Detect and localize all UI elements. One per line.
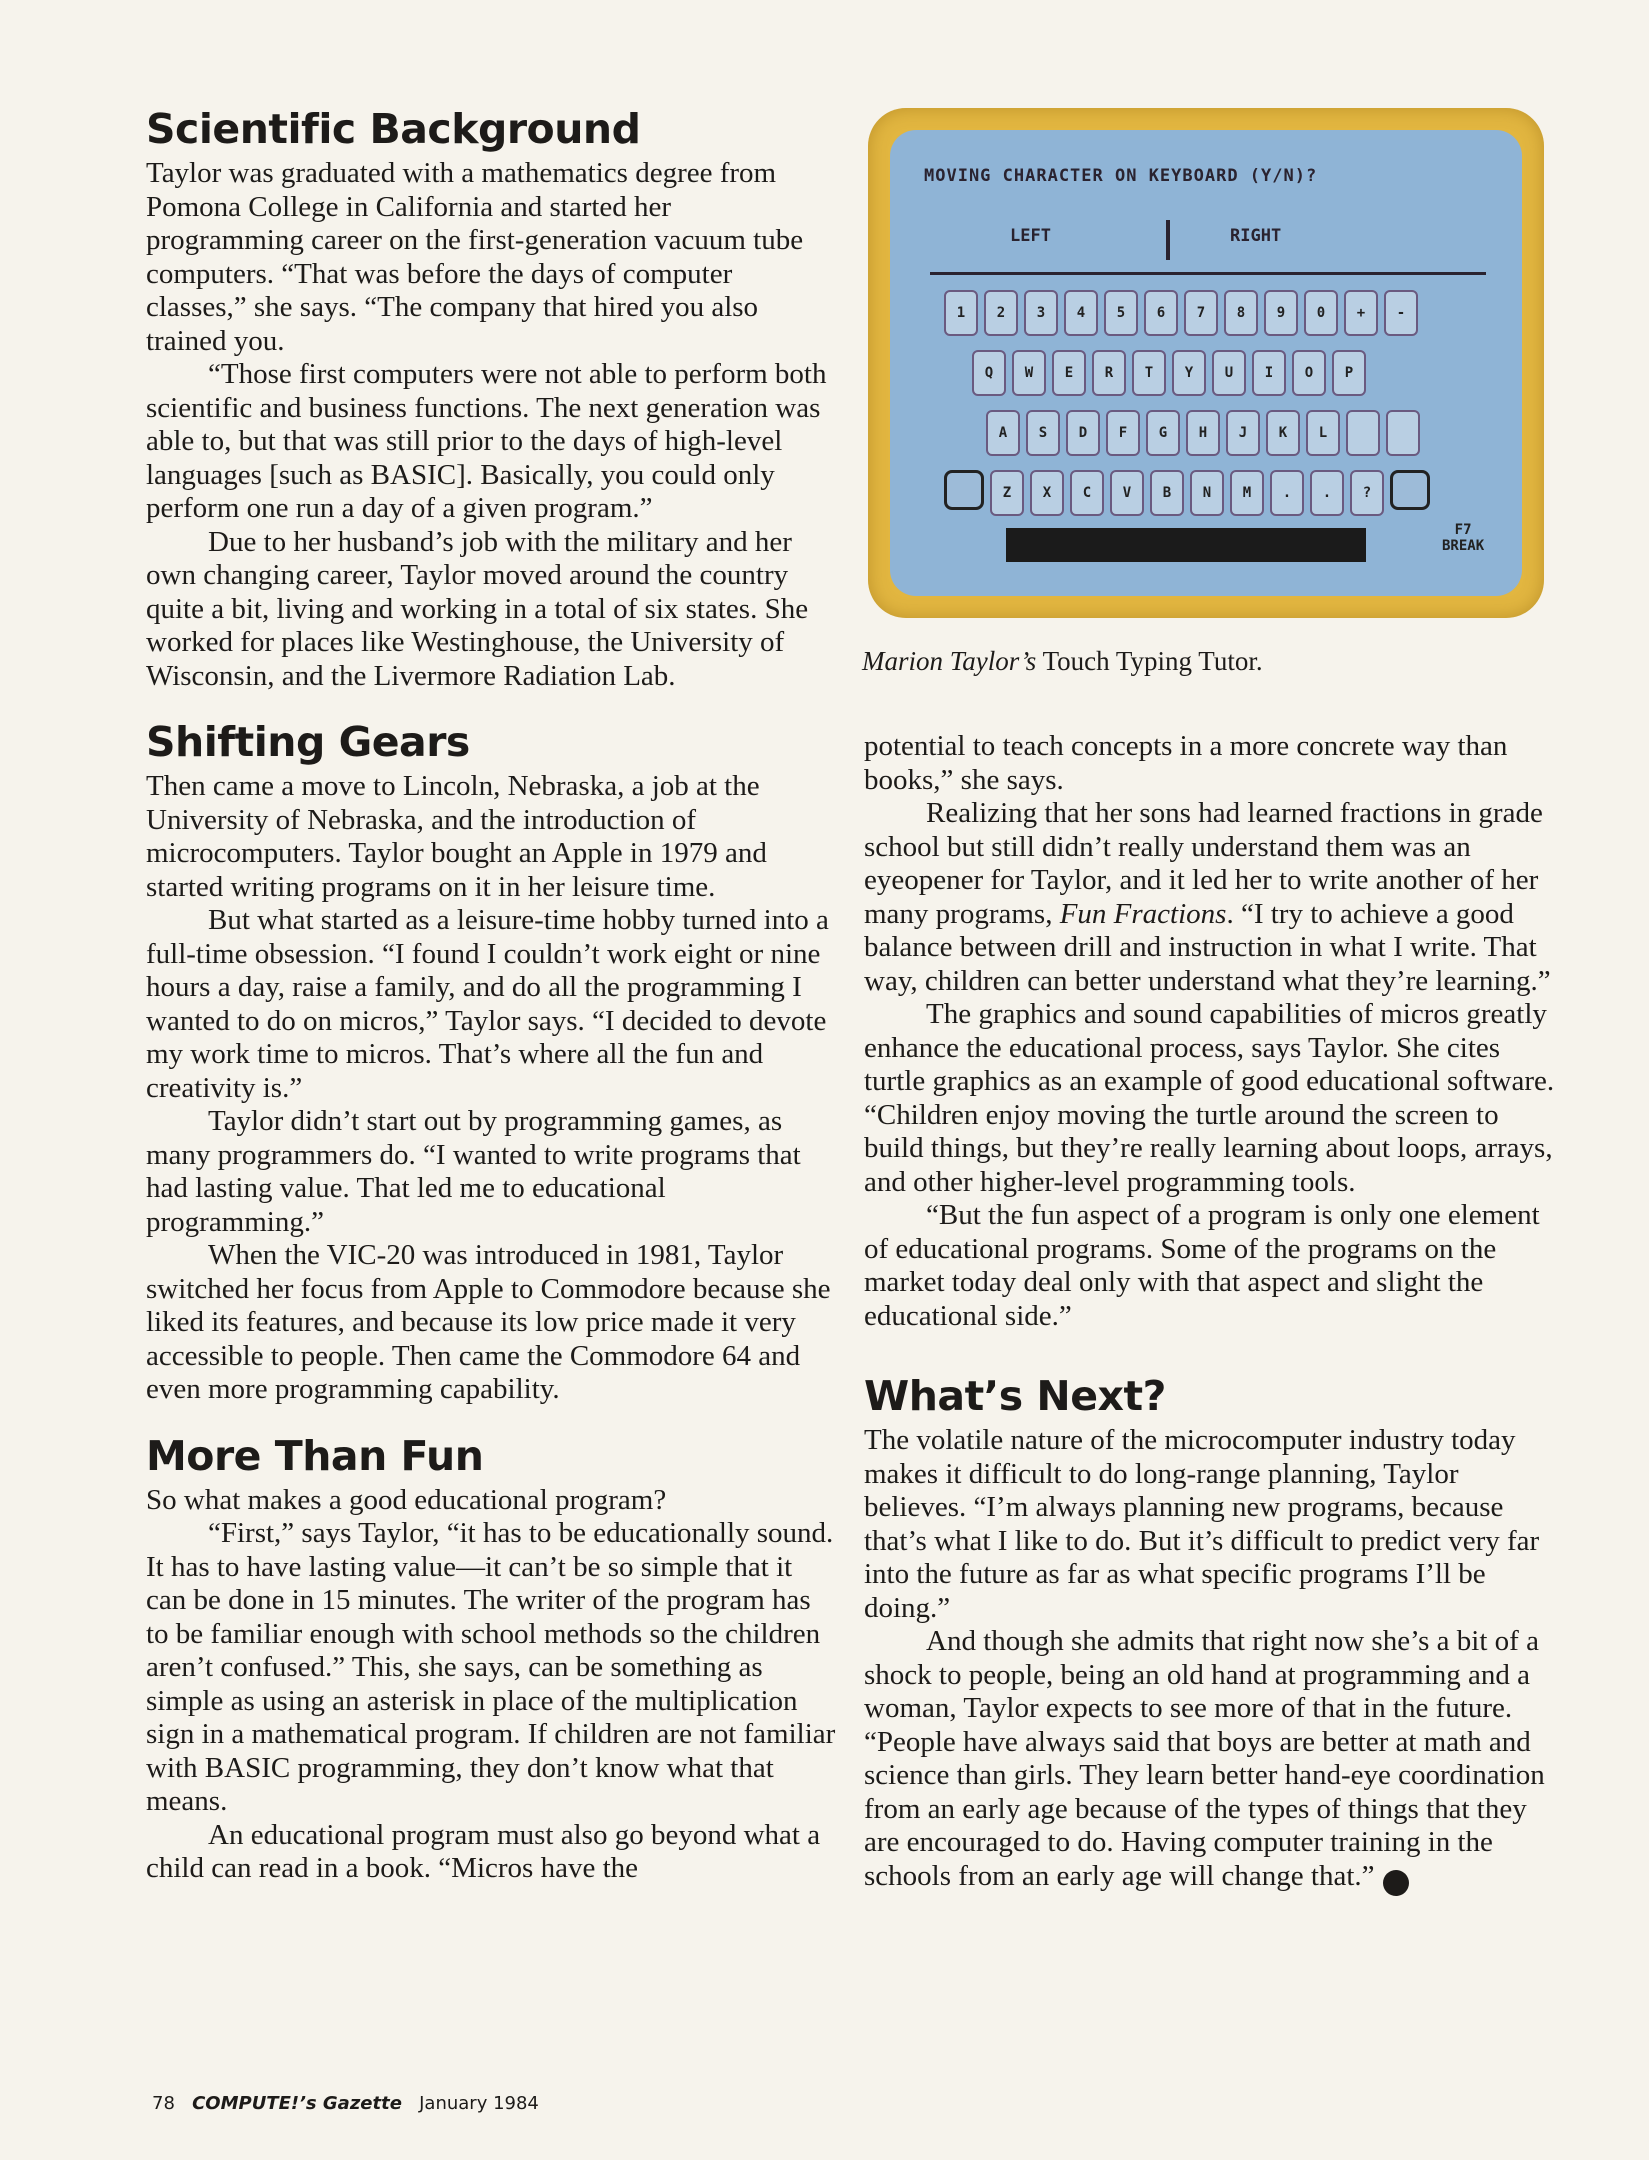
key-row-qwerty [972, 350, 1366, 396]
keyboard-key: ? [1350, 470, 1384, 516]
keyboard-key: E [1052, 350, 1086, 396]
keyboard-key: P [1332, 350, 1366, 396]
keyboard-key: N [1190, 470, 1224, 516]
keyboard-key: G [1146, 410, 1180, 456]
keyboard-key: U [1212, 350, 1246, 396]
f7-break-label [1442, 522, 1484, 554]
keyboard-key: 3 [1024, 290, 1058, 336]
paragraph: Then came a move to Lincoln, Nebraska, a job at the University of Nebraska, and the introduction of microcomputers. Taylor bought an Apple in 1979 and started writing programs on it in her leisure time. [146, 770, 767, 903]
left-column [146, 105, 836, 1886]
screen-divider [930, 272, 1486, 275]
text-span: . “I try to achieve a good balance between drill and instruction in what I write. That way, children can better understand what they’re learning.” [864, 897, 1551, 997]
caption-rest: Touch Typing Tutor. [1036, 646, 1263, 676]
keyboard-key: - [1384, 290, 1418, 336]
paragraph [864, 1625, 1564, 1896]
paragraph: “First,” says Taylor, “it has to be educationally sound. It has to have lasting value—it can’t be so simple that it can be done in 15 minutes. The writer of the program has to be familiar enough with school methods so the children aren’t confused.” This, she says, can be something as simple as using an asterisk in place of the multiplication sign in a mathematical program. If children are not familiar with BASIC programming, they don’t know what that means. [146, 1517, 836, 1818]
keyboard-key: Y [1172, 350, 1206, 396]
keyboard-key: 2 [984, 290, 1018, 336]
keyboard-key: R [1092, 350, 1126, 396]
keyboard-key: 1 [944, 290, 978, 336]
screen-title: MOVING CHARACTER ON KEYBOARD (Y/N)? [924, 166, 1318, 186]
keyboard-key: A [986, 410, 1020, 456]
keyboard-key-shift [1390, 470, 1430, 510]
paragraph: “Those first computers were not able to perform both scientific and business functions. The next generation was able to, but that was still prior to the days of high-level languages [such as BASIC]. Basically, you could only perform one run a day of a given program.” [146, 358, 827, 525]
heading-shifting-gears: Shifting Gears [146, 718, 470, 767]
paragraph: But what started as a leisure-time hobby turned into a full-time obsession. “I found I couldn’t work eight or nine hours a day, raise a family, and do all the programming I wanted to do on micros,” Taylor says. “I decided to devote my work time to micros. That’s where all the fun and creativity is.” [146, 904, 829, 1104]
keyboard-key: H [1186, 410, 1220, 456]
keyboard-key: F [1106, 410, 1140, 456]
keyboard-key [1386, 410, 1420, 456]
right-column [864, 730, 1564, 1896]
text-span: And though she admits that right now she’s a bit of a shock to people, being an old hand at programming and a woman, Taylor expects to see more of that in the future. “People have always said that boys are better at math and science than girls. They learn better hand-eye coordination from an early age because of the types of things that they are encouraged to do. Having computer training in the schools from an early age will change that.” [864, 1625, 1545, 1892]
keyboard-key: + [1344, 290, 1378, 336]
keyboard-key: 9 [1264, 290, 1298, 336]
break-label: BREAK [1442, 538, 1485, 554]
keyboard-key: 0 [1304, 290, 1338, 336]
caption-name: Marion Taylor’s [862, 646, 1037, 676]
keyboard-key: Q [972, 350, 1006, 396]
keyboard-key: W [1012, 350, 1046, 396]
page-number: 78 [152, 2093, 175, 2114]
screen-center-marker [1166, 220, 1170, 260]
keyboard-key: 5 [1104, 290, 1138, 336]
keyboard-key: 6 [1144, 290, 1178, 336]
screen-left-label: LEFT [1010, 226, 1051, 246]
keyboard-key: 7 [1184, 290, 1218, 336]
paragraph: So what makes a good educational program? [146, 1483, 667, 1516]
paragraph: When the VIC-20 was introduced in 1981, Taylor switched her focus from Apple to Commodore because she liked its features, and because its low price made it very accessible to people. Then came the Commodore 64 and even more programming capability. [146, 1239, 831, 1406]
gazette-logo-icon: G [1383, 1870, 1409, 1896]
paragraph [864, 797, 1564, 998]
paragraph: The graphics and sound capabilities of micros greatly enhance the educational process, says Taylor. She cites turtle graphics as an example of good educational software. “Children enjoy moving the turtle around the screen to build things, but they’re really learning about loops, arrays, and other higher-level programming tools. [864, 998, 1555, 1198]
keyboard-key: Z [990, 470, 1024, 516]
monitor-screen [890, 130, 1522, 596]
keyboard-key [1346, 410, 1380, 456]
issue-date: January 1984 [419, 2093, 539, 2114]
keyboard-key: O [1292, 350, 1326, 396]
program-title: Fun Fractions [1059, 897, 1227, 930]
space-bar [1006, 528, 1366, 562]
paragraph: An educational program must also go beyond what a child can read in a book. “Micros have the [146, 1818, 821, 1885]
keyboard-key: S [1026, 410, 1060, 456]
paragraph: Taylor didn’t start out by programming games, as many programmers do. “I wanted to write programs that had lasting value. That led me to educational programming.” [146, 1105, 801, 1238]
key-row-numbers [944, 290, 1418, 336]
keyboard-key: D [1066, 410, 1100, 456]
magazine-name: COMPUTE!’s Gazette [192, 2093, 402, 2114]
keyboard-key: V [1110, 470, 1144, 516]
paragraph: Due to her husband’s job with the military and her own changing career, Taylor moved around the country quite a bit, living and working in a total of six states. She worked for places like Westinghouse, the University of Wisconsin, and the Livermore Radiation Lab. [146, 525, 809, 692]
key-row-zxcv [944, 470, 1430, 516]
keyboard-key: I [1252, 350, 1286, 396]
keyboard-key: J [1226, 410, 1260, 456]
keyboard-key: L [1306, 410, 1340, 456]
keyboard-key: . [1270, 470, 1304, 516]
keyboard-key: M [1230, 470, 1264, 516]
text-span: Realizing that her sons had learned fractions in grade school but still didn’t really understand them was an eyeopener for Taylor, and it led her to write another of her many programs, [864, 797, 1543, 930]
page-footer [152, 2093, 539, 2114]
paragraph: The volatile nature of the microcomputer industry today makes it difficult to do long-range planning, Taylor believes. “I’m always planning new programs, because that’s what I like to do. But it’s difficult to predict very far into the future as far as what specific programs I’ll be doing.” [864, 1424, 1540, 1624]
f7-label: F7 [1454, 522, 1472, 538]
typing-tutor-screenshot [868, 108, 1544, 618]
keyboard-key: B [1150, 470, 1184, 516]
heading-whats-next: What’s Next? [864, 1372, 1166, 1420]
paragraph: potential to teach concepts in a more concrete way than books,” she says. [864, 730, 1508, 796]
screen-right-label: RIGHT [1230, 226, 1282, 246]
keyboard-key: K [1266, 410, 1300, 456]
keyboard-key: T [1132, 350, 1166, 396]
keyboard-key: . [1310, 470, 1344, 516]
keyboard-key-shift [944, 470, 984, 510]
key-row-asdf [986, 410, 1420, 456]
paragraph: “But the fun aspect of a program is only one element of educational programs. Some of the programs on the market today deal only with that aspect and slight the educational side.” [864, 1199, 1540, 1332]
keyboard-key: 4 [1064, 290, 1098, 336]
keyboard-key: X [1030, 470, 1064, 516]
heading-scientific-background: Scientific Background [146, 105, 641, 153]
heading-more-than-fun: More Than Fun [146, 1431, 484, 1480]
paragraph: Taylor was graduated with a mathematics degree from Pomona College in California and started her programming career on the first-generation vacuum tube computers. “That was before the days of computer classes,” she says. “The company that hired you also trained you. [146, 157, 804, 357]
keyboard-key: C [1070, 470, 1104, 516]
keyboard-key: 8 [1224, 290, 1258, 336]
figure-caption [862, 646, 1263, 677]
